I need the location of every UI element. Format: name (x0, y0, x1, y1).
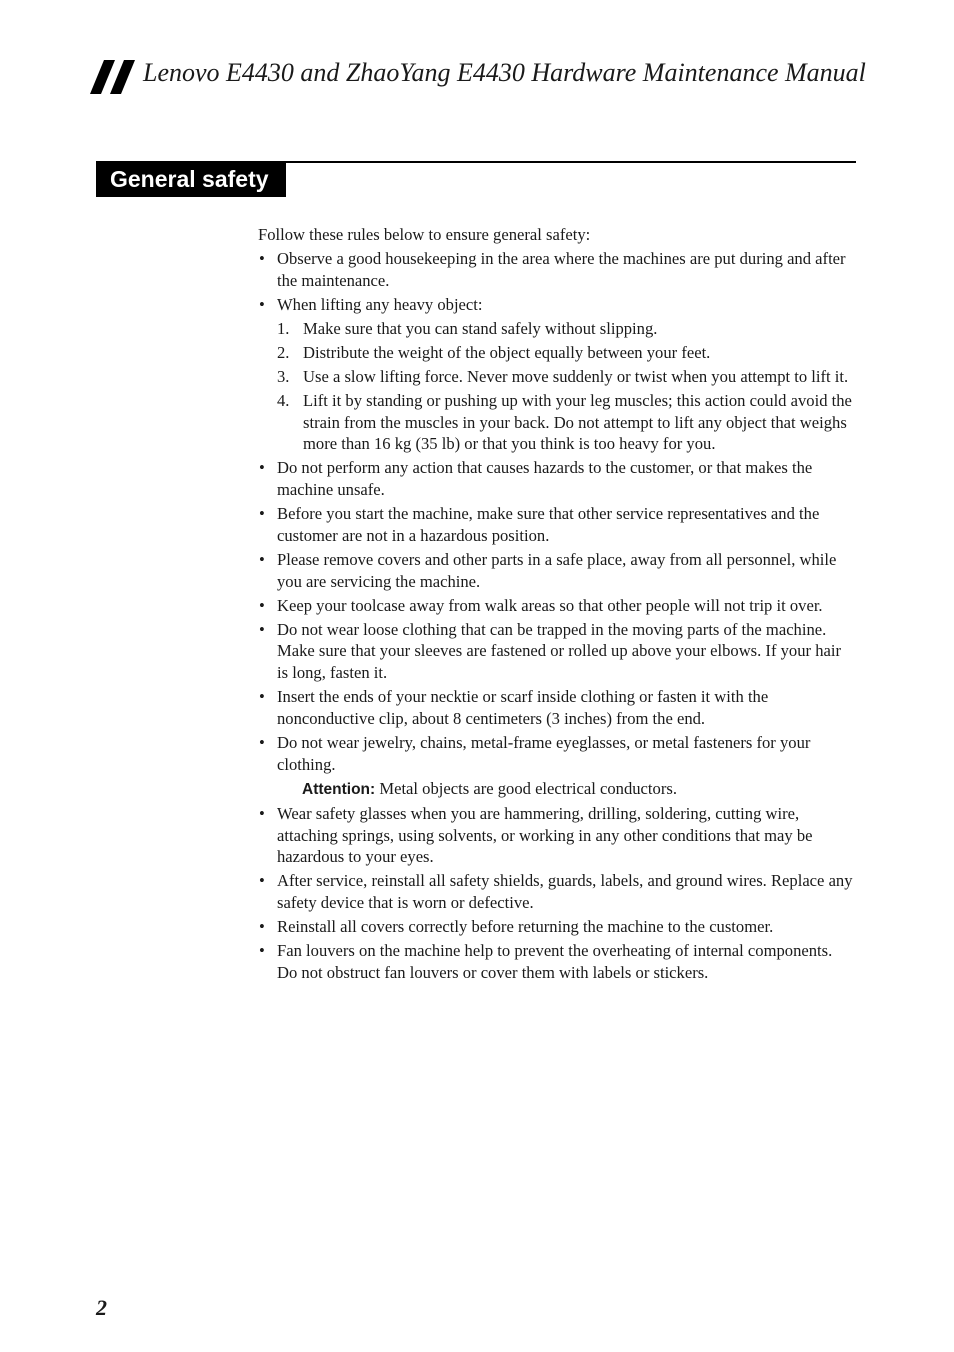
step-item (277, 342, 856, 364)
step-item (277, 390, 856, 455)
step-text: Make sure that you can stand safely without slipping. (303, 318, 658, 338)
list-item (258, 503, 856, 547)
list-item (258, 619, 856, 684)
bullet-icon: • (259, 619, 265, 639)
list-item (258, 732, 856, 801)
list-item (258, 248, 856, 292)
list-item-text: Do not wear loose clothing that can be trapped in the moving parts of the machine. Make sure that your sleeves are fastened or rolled up above your elbows. If your hair is long, fasten it. (277, 619, 841, 683)
bullet-icon: • (259, 803, 265, 823)
list-item-text: Do not perform any action that causes hazards to the customer, or that makes the machine unsafe. (277, 458, 813, 500)
bullet-icon: • (259, 871, 265, 891)
list-item-text: When lifting any heavy object: (277, 294, 483, 314)
bullet-icon: • (259, 917, 265, 937)
bullet-icon: • (259, 549, 265, 569)
list-item (258, 803, 856, 868)
page-number: 2 (96, 1295, 107, 1320)
double-slash-logo-icon (90, 60, 136, 94)
lifting-steps-list (277, 318, 856, 455)
step-number: 2. (277, 342, 290, 362)
step-item (277, 366, 856, 388)
list-item-text: Observe a good housekeeping in the area where the machines are put during and after the maintenance. (277, 248, 846, 290)
list-item-text: Fan louvers on the machine help to prevent the overheating of internal components. Do not obstruct fan louvers or cover them with labels or stickers. (277, 941, 833, 982)
attention-note (302, 778, 856, 801)
list-item (258, 916, 856, 938)
bullet-icon: • (259, 248, 265, 268)
section-heading: General safety (96, 162, 286, 197)
list-item-text: Keep your toolcase away from walk areas so that other people will not trip it over. (277, 595, 823, 615)
list-item (258, 940, 856, 984)
attention-label: Attention: (302, 780, 376, 798)
step-item (277, 318, 856, 340)
bullet-icon: • (259, 687, 265, 707)
step-text: Distribute the weight of the object equally between your feet. (303, 342, 711, 362)
list-item-text: Please remove covers and other parts in a safe place, away from all personnel, while you are servicing the machine. (277, 549, 837, 591)
step-text: Use a slow lifting force. Never move suddenly or twist when you attempt to lift it. (303, 366, 849, 386)
step-number: 4. (277, 390, 290, 410)
bullet-icon: • (259, 941, 265, 961)
list-item-text: Before you start the machine, make sure that other service representatives and the customer are not in a hazardous position. (277, 504, 820, 545)
bullet-icon: • (259, 458, 265, 478)
list-item-text: Insert the ends of your necktie or scarf inside clothing or fasten it with the nonconductive clip, about 8 centimeters (3 inches) from the end. (277, 687, 769, 728)
list-item (258, 595, 856, 617)
bullet-icon: • (259, 595, 265, 615)
list-item (258, 549, 856, 593)
intro-text: Follow these rules below to ensure general safety: (258, 225, 591, 244)
list-item (258, 870, 856, 914)
list-item-text: After service, reinstall all safety shields, guards, labels, and ground wires. Replace any safety device that is worn or defective. (277, 871, 853, 913)
bullet-icon: • (259, 732, 265, 752)
list-item-text: Wear safety glasses when you are hammering, drilling, soldering, cutting wire, attaching springs, using solvents, or working in any other conditions that may be hazardous to your eyes. (277, 803, 813, 867)
attention-text: Metal objects are good electrical conductors. (375, 778, 677, 798)
safety-rules-list (258, 248, 856, 984)
list-item (258, 457, 856, 501)
step-number: 3. (277, 366, 290, 386)
step-number: 1. (277, 318, 290, 338)
list-item (258, 686, 856, 730)
list-item-text: Reinstall all covers correctly before returning the machine to the customer. (277, 917, 774, 937)
step-text: Lift it by standing or pushing up with your leg muscles; this action could avoid the strain from the muscles in your back. Do not attempt to lift any object that weighs more than 16 kg (35 lb) or that you think is too heavy for you. (303, 390, 852, 454)
bullet-icon: • (259, 294, 265, 314)
manual-title: Lenovo E4430 and ZhaoYang E4430 Hardware Maintenance Manual (143, 58, 866, 87)
bullet-icon: • (259, 504, 265, 524)
content-body (258, 224, 856, 986)
list-item (258, 294, 856, 455)
list-item-text: Do not wear jewelry, chains, metal-frame eyeglasses, or metal fasteners for your clothing. (277, 732, 811, 774)
